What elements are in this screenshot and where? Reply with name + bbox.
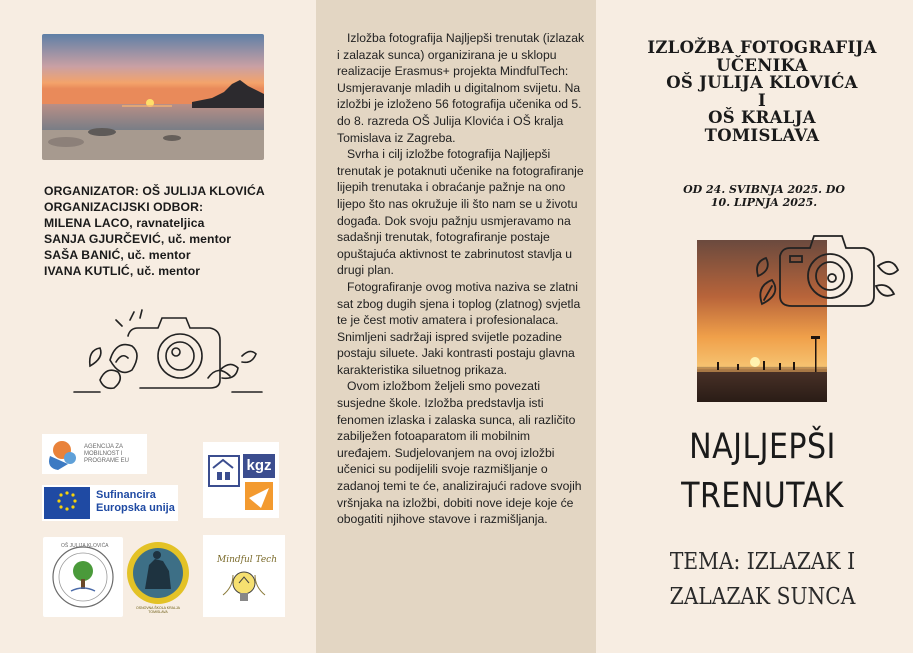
organizer-line: ORGANIZATOR: OŠ JULIJA KLOVIĆA bbox=[44, 184, 265, 198]
kgz-logo bbox=[203, 442, 279, 518]
ampeu-text: AGENCIJA ZA bbox=[84, 444, 124, 450]
klovic-school-logo bbox=[43, 537, 123, 617]
exhibition-title bbox=[617, 39, 907, 144]
committee-member: IVANA KUTLIĆ, uč. mentor bbox=[44, 264, 201, 278]
ampeu-text: MOBILNOST I bbox=[84, 451, 123, 457]
exhibition-description bbox=[337, 30, 587, 528]
theme-line: TEMA: IZLAZAK I bbox=[669, 549, 856, 575]
eu-cofunded-logo bbox=[42, 485, 178, 521]
theme-heading bbox=[637, 545, 888, 615]
beach-sunset-photo bbox=[42, 34, 264, 160]
mindful-text: Mindful Tech bbox=[217, 555, 277, 565]
ampeu-logo bbox=[42, 434, 147, 474]
tomislav-school-logo bbox=[125, 531, 191, 615]
eu-text: Sufinancira bbox=[96, 489, 156, 501]
dates-line: OD 24. SVIBNJA 2025. DO bbox=[683, 183, 845, 196]
eu-text: Europska unija bbox=[96, 502, 175, 514]
committee-heading: ORGANIZACIJSKI ODBOR: bbox=[44, 200, 204, 214]
camera-leaves-illustration bbox=[752, 226, 902, 336]
main-title-line: NAJLJEPŠI bbox=[689, 427, 836, 467]
ampeu-text: PROGRAME EU bbox=[84, 458, 130, 464]
camera-flowers-illustration bbox=[70, 300, 270, 400]
main-title bbox=[640, 423, 885, 521]
exhibition-title-line: TOMISLAVA bbox=[704, 125, 820, 145]
committee-member: SAŠA BANIĆ, uč. mentor bbox=[44, 248, 191, 262]
organizer-block bbox=[44, 183, 304, 279]
exhibition-title-line: I bbox=[757, 90, 767, 110]
committee-member: SANJA GJURČEVIĆ, uč. mentor bbox=[44, 232, 232, 246]
main-title-line: TRENUTAK bbox=[681, 476, 844, 516]
exhibition-title-line: IZLOŽBA FOTOGRAFIJA bbox=[647, 38, 877, 57]
paragraph: Izložba fotografija Najljepši trenutak (izlazak i zalazak sunca) organizirana je u sklopu realizacije Erasmus+ projekta MindfulTech: Usmjeravanje mladih u digitalnom svijetu. Na izložbi je izloženo 56 fotografija učenika od 5. do 8. razreda OŠ Julija Klovića i OŠ kralja Tomislava iz Zagreba. bbox=[337, 31, 585, 145]
paragraph: Svrha i cilj izložbe fotografija Najljepši trenutak je potaknuti učenike na fotografiranje lijepih trenutaka i obraćanje pažnje na ono lijepo što nas okružuje ili što nam se u životu događa. Dok svoju pažnju usmjeravamo na sadašnji trenutak, fotografiranje postaje opuštajuća aktivnost te zabrinutost stavlja u drugi plan. bbox=[337, 147, 584, 278]
exhibition-title-line: UČENIKA bbox=[716, 55, 808, 75]
paragraph: Fotografiranje ovog motiva naziva se zlatni sat zbog dugih sjena i toplog (zlatnog) svjetla te je čest motiv amatera i profesionalaca. Snimljeni sadržaji ispred svijetle pozadine postaju siluete. Jaki kontrasti postaju glavna karakteristika siluetnog prikaza. bbox=[337, 279, 581, 377]
paragraph: Ovom izložbom željeli smo povezati susjedne škole. Izložba predstavlja isti fenomen izlaska i zalaska sunca, ali različito zabilježen fotoaparatom ili mobilnim uređajem. Sudjelovanjem na ovoj izložbi učenici su podijelili svoje razmišljanje o zadanoj temi te će, analizirajući radove svojih vršnjaka na izložbi, dobiti nove ideje koje će obogatiti njihove stavove i razmišljanja. bbox=[337, 379, 582, 527]
kgz-text: kgz bbox=[243, 454, 275, 478]
exhibition-title-line: OŠ JULIJA KLOVIĆA bbox=[666, 73, 858, 92]
exhibition-dates bbox=[630, 183, 898, 209]
committee-member: MILENA LACO, ravnateljica bbox=[44, 216, 205, 230]
tomislav-text: OSNOVNA ŠKOLA KRALJA TOMISLAVA bbox=[136, 606, 180, 614]
mindful-tech-logo bbox=[203, 535, 285, 617]
theme-line: ZALAZAK SUNCA bbox=[669, 584, 856, 610]
dates-line: 10. LIPNJA 2025. bbox=[710, 196, 818, 209]
exhibition-title-line: OŠ KRALJA bbox=[708, 108, 816, 127]
klovic-text: OŠ JULIJA KLOVIĆA bbox=[61, 543, 109, 549]
